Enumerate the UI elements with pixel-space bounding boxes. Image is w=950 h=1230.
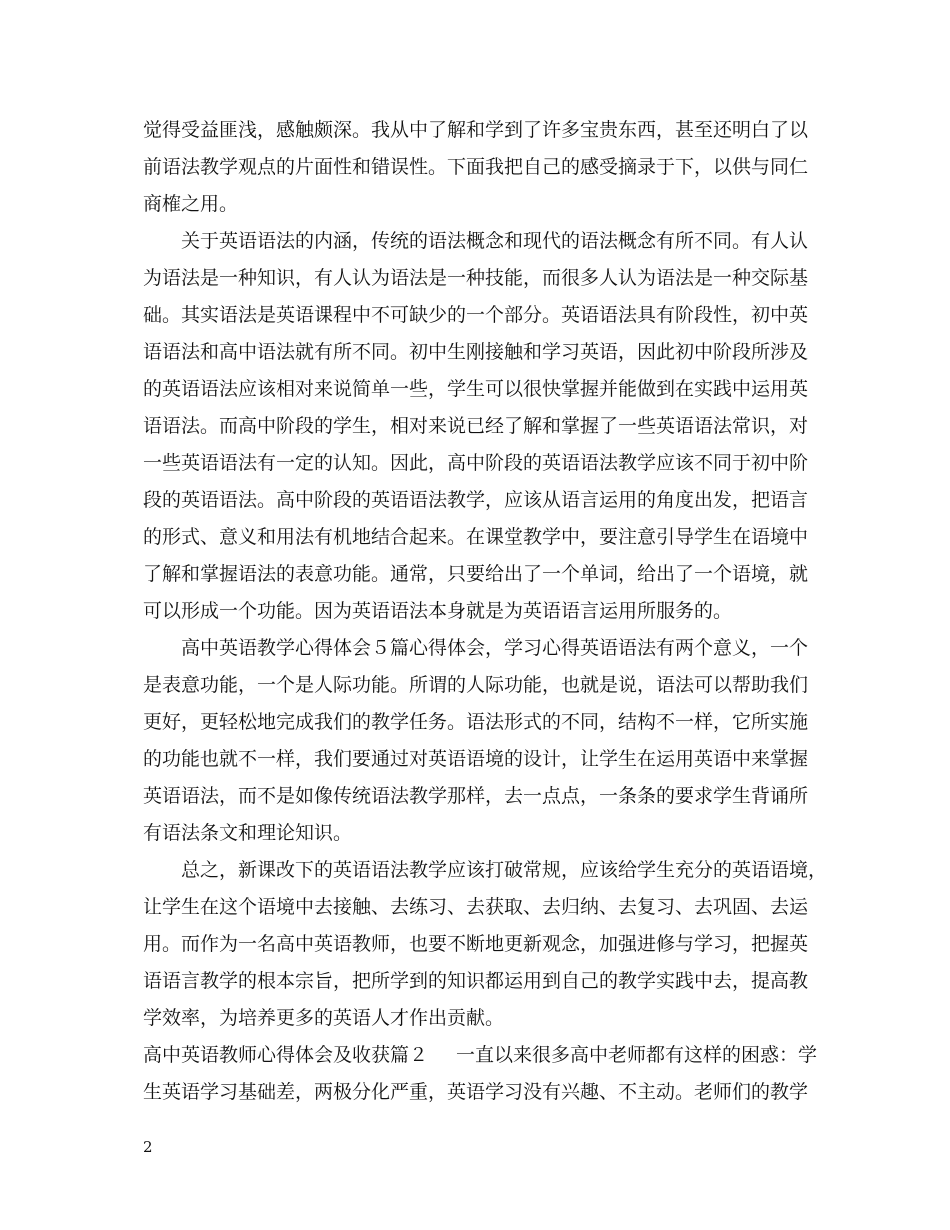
text-line: 商榷之用。 [143, 193, 239, 215]
page-number: 2 [143, 1138, 153, 1156]
text-line: 觉得受益匪浅，感触颇深。我从中了解和学到了许多宝贵东西，甚至还明白了以 [143, 119, 809, 141]
text-line: 的英语语法应该相对来说简单一些，学生可以很快掌握并能做到在实践中运用英 [143, 378, 809, 400]
text-line: 让学生在这个语境中去接触、去练习、去获取、去归纳、去复习、去巩固、去运 [143, 896, 809, 918]
text-line: 用。而作为一名高中英语教师，也要不断地更新观念，加强进修与学习，把握英 [143, 933, 809, 955]
section-heading-line [143, 1043, 817, 1067]
section-heading: 高中英语教师心得体会及收获篇２ [143, 1044, 429, 1066]
text-line: 学效率，为培养更多的英语人才作出贡献。 [143, 1007, 505, 1029]
text-line: 生英语学习基础差，两极分化严重，英语学习没有兴趣、不主动。老师们的教学 [143, 1081, 809, 1103]
text-line: 的功能也就不一样，我们要通过对英语语境的设计，让学生在运用英语中来掌握 [143, 748, 809, 770]
text-line: 段的英语语法。高中阶段的英语语法教学，应该从语言运用的角度出发，把语言 [143, 489, 809, 511]
text-line: 语语法和高中语法就有所不同。初中生刚接触和学习英语，因此初中阶段所涉及 [143, 341, 809, 363]
text-line: 语语法。而高中阶段的学生，相对来说已经了解和掌握了一些英语语法常识，对 [143, 415, 809, 437]
paragraph-first-line: 总之，新课改下的英语语法教学应该打破常规，应该给学生充分的英语语境， [181, 859, 828, 881]
section-heading-tail: 一直以来很多高中老师都有这样的困惑：学 [456, 1044, 818, 1066]
text-line: 英语语法，而不是如像传统语法教学那样，去一点点，一条条的要求学生背诵所 [143, 785, 809, 807]
text-line: 是表意功能，一个是人际功能。所谓的人际功能，也就是说，语法可以帮助我们 [143, 674, 809, 696]
text-line: 语语言教学的根本宗旨，把所学到的知识都运用到自己的教学实践中去，提高教 [143, 970, 809, 992]
text-line: 更好，更轻松地完成我们的教学任务。语法形式的不同，结构不一样，它所实施 [143, 711, 809, 733]
paragraph-first-line: 高中英语教学心得体会５篇心得体会，学习心得英语语法有两个意义，一个 [181, 637, 809, 659]
text-line: 可以形成一个功能。因为英语语法本身就是为英语语言运用所服务的。 [143, 600, 733, 622]
text-line: 为语法是一种知识，有人认为语法是一种技能，而很多人认为语法是一种交际基 [143, 267, 809, 289]
text-line: 有语法条文和理论知识。 [143, 822, 353, 844]
text-line: 了解和掌握语法的表意功能。通常，只要给出了一个单词，给出了一个语境，就 [143, 563, 809, 585]
text-line: 一些英语语法有一定的认知。因此，高中阶段的英语语法教学应该不同于初中阶 [143, 452, 809, 474]
paragraph-first-line: 关于英语语法的内涵，传统的语法概念和现代的语法概念有所不同。有人认 [181, 230, 809, 252]
text-line: 的形式、意义和用法有机地结合起来。在课堂教学中，要注意引导学生在语境中 [143, 526, 809, 548]
text-line: 前语法教学观点的片面性和错误性。下面我把自己的感受摘录于下，以供与同仁 [143, 156, 809, 178]
text-line: 础。其实语法是英语课程中不可缺少的一个部分。英语语法具有阶段性，初中英 [143, 304, 809, 326]
